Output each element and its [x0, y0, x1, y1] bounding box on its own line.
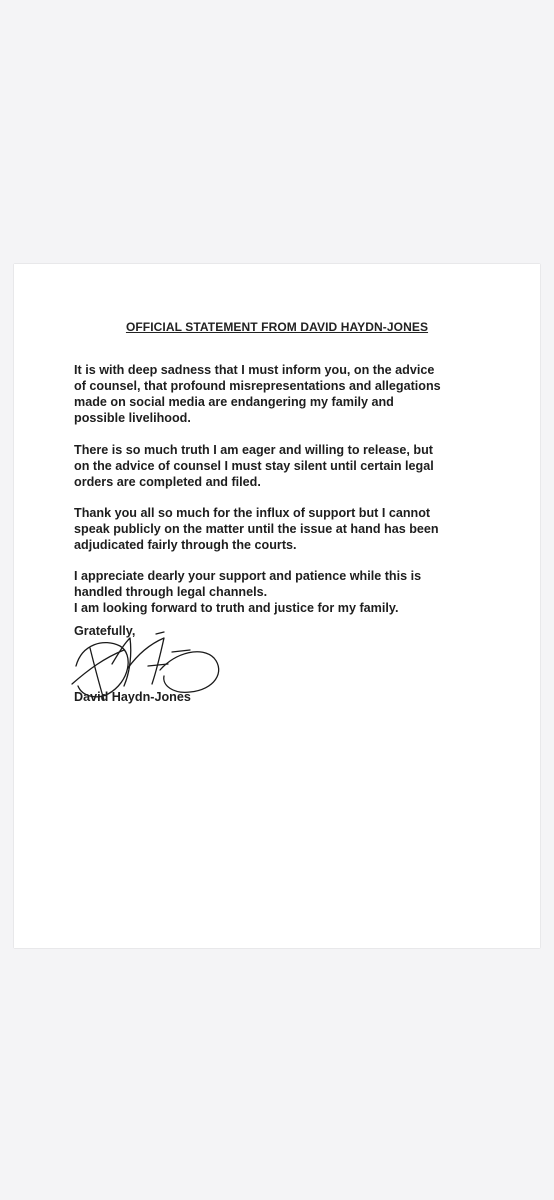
statement-paragraph-3: Thank you all so much for the influx of support but I cannot speak publicly on the matter until the issue at hand has been adjudicated fairly through the courts.	[74, 506, 439, 552]
statement-paragraph-2: There is so much truth I am eager and willing to release, but on the advice of counsel I must stay silent until certain legal orders are completed and filed.	[74, 443, 434, 489]
statement-page	[14, 264, 540, 948]
statement-title: OFFICIAL STATEMENT FROM DAVID HAYDN-JONES	[125, 320, 429, 334]
closing-salutation: Gratefully,	[74, 624, 136, 638]
statement-paragraph-1: It is with deep sadness that I must inform you, on the advice of counsel, that profound misrepresentations and allegations made on social media are endangering my family and possible livelihood.	[74, 363, 441, 425]
signer-name: David Haydn-Jones	[74, 690, 191, 704]
statement-paragraph-4: I appreciate dearly your support and patience while this is handled through legal channels. I am looking forward to truth and justice for my family.	[74, 569, 422, 615]
